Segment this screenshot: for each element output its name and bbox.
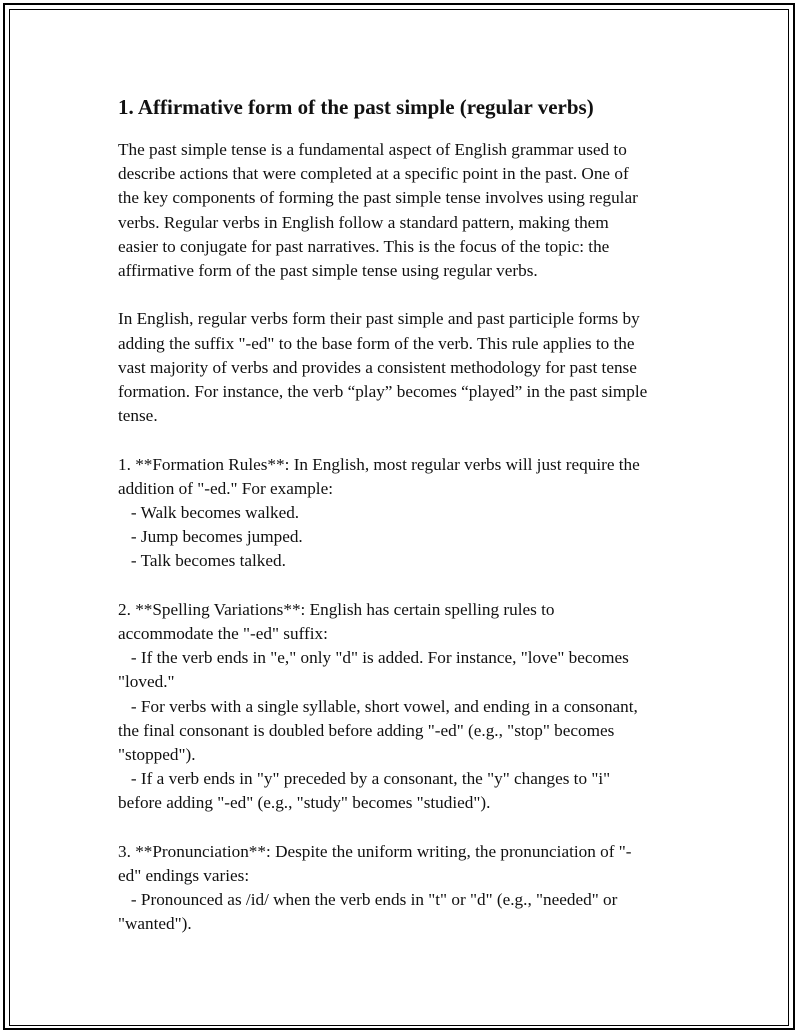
- text-line: before adding "-ed" (e.g., "study" becomes "studied").: [118, 793, 491, 813]
- text-line: the key components of forming the past simple tense involves using regular: [118, 188, 638, 208]
- text-line: The past simple tense is a fundamental aspect of English grammar used to: [118, 140, 627, 159]
- text-line: "stopped").: [118, 745, 196, 765]
- text-line: tense.: [118, 406, 158, 426]
- text-line: affirmative form of the past simple tense using regular verbs.: [118, 261, 538, 281]
- list-item: - Jump becomes jumped.: [118, 527, 303, 547]
- text-line: easier to conjugate for past narratives. This is the focus of the topic: the: [118, 236, 610, 256]
- list-item: - Walk becomes walked.: [118, 503, 300, 523]
- paragraph-spelling-variations: [118, 598, 698, 816]
- list-item: - Talk becomes talked.: [118, 551, 286, 571]
- text-line: the final consonant is doubled before adding "-ed" (e.g., "stop" becomes: [118, 720, 615, 740]
- list-item: - Pronounced as /id/ when the verb ends in "t" or "d" (e.g., "needed" or: [118, 890, 618, 910]
- text-line: vast majority of verbs and provides a consistent methodology for past tense: [118, 357, 637, 377]
- text-line: In English, regular verbs form their past simple and past participle forms by: [118, 309, 640, 329]
- text-line: "wanted").: [118, 914, 192, 934]
- text-line: describe actions that were completed at a specific point in the past. One of: [118, 164, 629, 184]
- text-line: accommodate the "-ed" suffix:: [118, 624, 328, 644]
- text-line: adding the suffix "-ed" to the base form of the verb. This rule applies to the: [118, 333, 635, 353]
- text-line: formation. For instance, the verb “play” becomes “played” in the past simple: [118, 382, 648, 402]
- document-body: [118, 92, 698, 937]
- text-line: addition of "-ed." For example:: [118, 478, 333, 498]
- text-line: 1. **Formation Rules**: In English, most regular verbs will just require the: [118, 454, 640, 474]
- paragraph-intro: [118, 138, 698, 283]
- paragraph-formation-rules: [118, 453, 698, 574]
- list-item: - If the verb ends in "e," only "d" is added. For instance, "love" becomes: [118, 648, 629, 668]
- section-heading: 1. Affirmative form of the past simple (regular verbs): [118, 95, 594, 119]
- text-line: "loved.": [118, 672, 175, 692]
- text-line: ed" endings varies:: [118, 866, 250, 886]
- list-item: - If a verb ends in "y" preceded by a consonant, the "y" changes to "i": [118, 769, 611, 789]
- text-line: 3. **Pronunciation**: Despite the uniform writing, the pronunciation of "-: [118, 841, 632, 861]
- paragraph-suffix-rule: [118, 307, 698, 428]
- paragraph-pronunciation: [118, 840, 698, 937]
- list-item: - For verbs with a single syllable, short vowel, and ending in a consonant,: [118, 696, 638, 716]
- text-line: 2. **Spelling Variations**: English has certain spelling rules to: [118, 599, 555, 619]
- text-line: verbs. Regular verbs in English follow a standard pattern, making them: [118, 212, 609, 232]
